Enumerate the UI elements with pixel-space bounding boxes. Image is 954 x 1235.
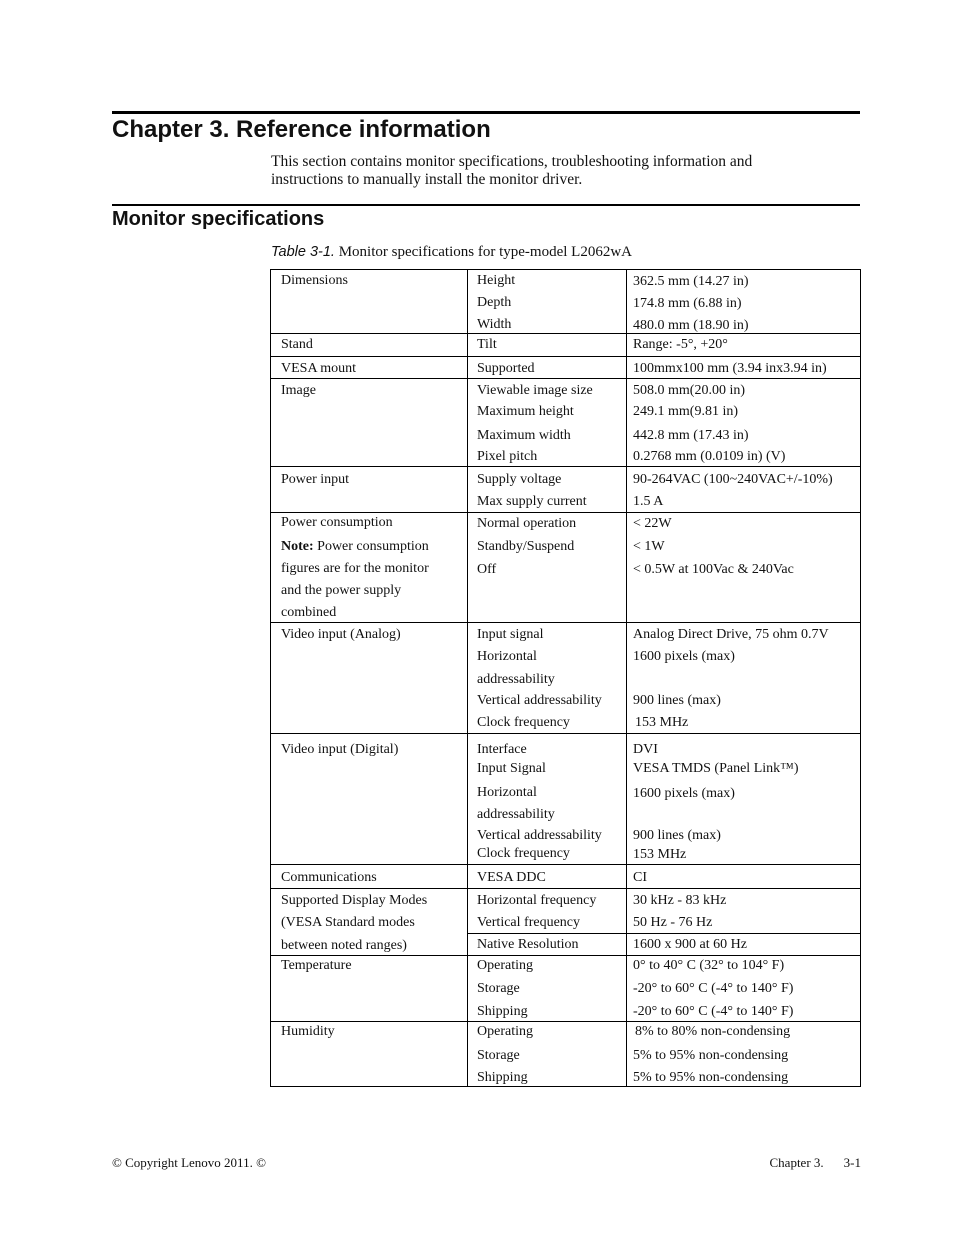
spec-value: Analog Direct Drive, 75 ohm 0.7V (633, 627, 829, 642)
spec-item: Tilt (477, 337, 497, 352)
table-row-display-modes (271, 888, 860, 955)
row-label: Humidity (281, 1024, 335, 1039)
spec-item: Input Signal (477, 761, 546, 776)
section-title: Monitor specifications (112, 208, 325, 230)
spec-item: Vertical frequency (477, 915, 580, 930)
spec-value: 1.5 A (633, 494, 664, 509)
row-label: Power input (281, 472, 350, 487)
table-row-temperature (271, 955, 860, 1021)
spec-item: Supported (477, 361, 535, 376)
table-row-communications (271, 864, 860, 888)
footer-copyright: © Copyright Lenovo 2011. © (112, 1155, 266, 1170)
chapter-title: Chapter 3. Reference information (112, 116, 491, 143)
row-label: Temperature (281, 958, 352, 973)
spec-value: 90-264VAC (100~240VAC+/-10%) (633, 472, 833, 487)
note-text (281, 539, 429, 555)
intro-line: instructions to manually install the monitor driver. (271, 171, 583, 188)
spec-item: Interface (477, 742, 527, 757)
spec-item: Pixel pitch (477, 449, 538, 464)
spec-value: 100mmx100 mm (3.94 inx3.94 in) (633, 361, 827, 376)
spec-item: Vertical addressability (477, 693, 602, 708)
row-label: (VESA Standard modes (281, 915, 415, 930)
note-line: Power consumption (313, 539, 429, 554)
row-label: Communications (281, 870, 377, 885)
spec-item: Normal operation (477, 516, 577, 531)
spec-item: Clock frequency (477, 846, 570, 861)
note-line: combined (281, 605, 337, 620)
spec-item: Input signal (477, 627, 544, 642)
spec-item: Horizontal (477, 649, 537, 664)
note-line: and the power supply (281, 583, 402, 598)
spec-value: 174.8 mm (6.88 in) (633, 296, 742, 311)
spec-value: 1600 x 900 at 60 Hz (633, 937, 747, 952)
note-line: figures are for the monitor (281, 561, 429, 576)
spec-item: Operating (477, 958, 533, 973)
spec-item: Standby/Suspend (477, 539, 575, 554)
spec-value: 900 lines (max) (633, 828, 721, 843)
table-row-vesa (271, 356, 860, 378)
spec-table (270, 269, 861, 1087)
spec-value: 0° to 40° C (32° to 104° F) (633, 958, 785, 973)
row-label: Video input (Analog) (281, 627, 401, 642)
spec-value: Range: -5°, +20° (633, 337, 728, 352)
spec-item: Horizontal (477, 785, 537, 800)
spec-value: -20° to 60° C (-4° to 140° F) (633, 1004, 794, 1019)
spec-item: Supply voltage (477, 472, 562, 487)
table-row-stand (271, 333, 860, 356)
spec-value: CI (633, 870, 647, 885)
spec-item: Storage (477, 1048, 520, 1063)
spec-value: 30 kHz - 83 kHz (633, 893, 727, 908)
spec-value: VESA TMDS (Panel Link™) (633, 761, 799, 776)
spec-item: Clock frequency (477, 715, 570, 730)
spec-value: 50 Hz - 76 Hz (633, 915, 713, 930)
spec-item: addressability (477, 672, 555, 687)
spec-value: 5% to 95% non-condensing (633, 1070, 789, 1085)
table-row-image (271, 378, 860, 466)
table-caption-text: Monitor specifications for type-model L2062wA (334, 244, 632, 260)
spec-item: Shipping (477, 1070, 528, 1085)
spec-item: Maximum height (477, 404, 574, 419)
spec-item: Off (477, 562, 497, 577)
table-caption-label: Table 3-1. (271, 244, 335, 260)
intro-line: This section contains monitor specifications, troubleshooting information and (271, 153, 753, 170)
spec-value: 0.2768 mm (0.0109 in) (V) (633, 449, 786, 464)
spec-item: Operating (477, 1024, 533, 1039)
spec-item: addressability (477, 807, 555, 822)
spec-value: 1600 pixels (max) (633, 786, 735, 801)
footer-chapter: Chapter 3. (769, 1155, 824, 1170)
row-label: Power consumption (281, 515, 393, 530)
spec-value: DVI (633, 742, 658, 757)
row-label: VESA mount (281, 361, 357, 376)
spec-value: 1600 pixels (max) (633, 649, 735, 664)
spec-item: Max supply current (477, 494, 587, 509)
table-caption (271, 242, 632, 262)
spec-item: Shipping (477, 1004, 528, 1019)
spec-value: 442.8 mm (17.43 in) (633, 428, 749, 443)
chapter-intro (271, 153, 861, 189)
spec-value: -20° to 60° C (-4° to 140° F) (633, 981, 794, 996)
spec-value: 508.0 mm(20.00 in) (633, 383, 745, 398)
row-label: Supported Display Modes (281, 893, 428, 908)
table-row-humidity (271, 1021, 860, 1086)
row-label: Image (281, 383, 316, 398)
spec-item: Vertical addressability (477, 828, 602, 843)
table-row-power-consumption (271, 512, 860, 622)
page-number: 3-1 (843, 1155, 861, 1170)
table-row-video-digital (271, 733, 860, 864)
spec-item: Width (477, 317, 512, 332)
table-row-dimensions (271, 270, 860, 333)
note-label: Note: (281, 539, 314, 554)
spec-value: 5% to 95% non-condensing (633, 1048, 789, 1063)
spec-item: Depth (477, 295, 512, 310)
spec-item: Storage (477, 981, 520, 996)
row-label: Stand (281, 337, 313, 352)
spec-value: 153 MHz (635, 715, 689, 730)
spec-value: < 0.5W at 100Vac & 240Vac (633, 562, 794, 577)
table-row-video-analog (271, 622, 860, 733)
table-row-power-input (271, 466, 860, 512)
footer-page-info (750, 1155, 862, 1171)
spec-item: Viewable image size (477, 383, 593, 398)
spec-value: 900 lines (max) (633, 693, 721, 708)
spec-value: < 22W (633, 516, 672, 531)
row-label: between noted ranges) (281, 938, 407, 953)
spec-item: Horizontal frequency (477, 893, 597, 908)
spec-value: 362.5 mm (14.27 in) (633, 274, 749, 289)
spec-value: 8% to 80% non-condensing (635, 1024, 791, 1039)
spec-item: Native Resolution (477, 937, 579, 952)
spec-value: 153 MHz (633, 847, 687, 862)
spec-item: Height (477, 273, 516, 288)
spec-value: 480.0 mm (18.90 in) (633, 318, 749, 333)
spec-value: 249.1 mm(9.81 in) (633, 404, 738, 419)
spec-value: < 1W (633, 539, 665, 554)
spec-item: VESA DDC (477, 870, 546, 885)
spec-item: Maximum width (477, 428, 571, 443)
row-label: Dimensions (281, 273, 348, 288)
row-label: Video input (Digital) (281, 742, 399, 757)
